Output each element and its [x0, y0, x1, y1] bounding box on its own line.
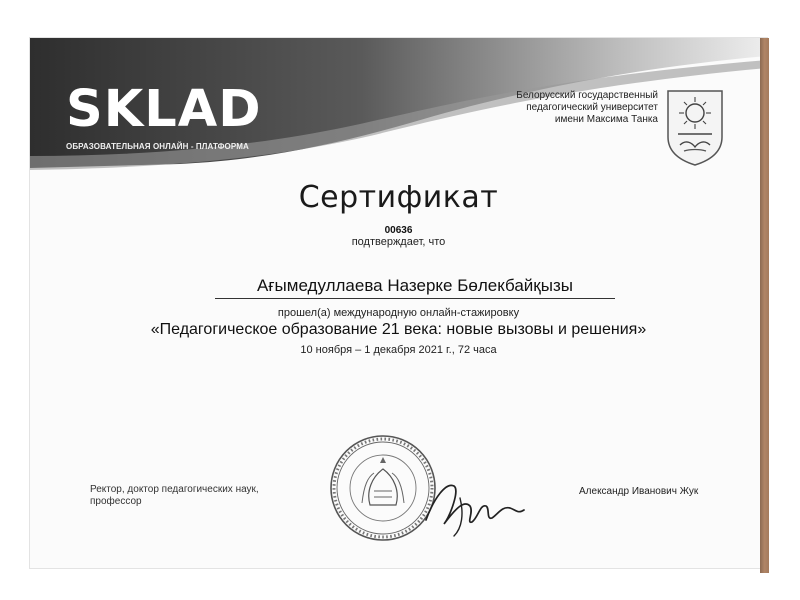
- platform-tagline: ОБРАЗОВАТЕЛЬНАЯ ОНЛАЙН - ПЛАТФОРМА: [66, 142, 249, 151]
- certificate-header: [30, 38, 767, 178]
- sklad-logo: SKLAD: [66, 80, 262, 139]
- university-coat-of-arms-icon: [664, 87, 726, 167]
- signer-name: Александр Иванович Жук: [579, 486, 699, 497]
- rector-title: [90, 484, 259, 508]
- university-line: имени Максима Танка: [554, 114, 658, 125]
- rector-title-line: профессор: [90, 496, 142, 507]
- confirms-text: подтверждает, что: [351, 236, 446, 248]
- program-dates: 10 ноября – 1 декабря 2021 г., 72 часа: [300, 344, 497, 356]
- university-line: педагогический университет: [526, 102, 658, 113]
- university-line: Белорусский государственный: [516, 90, 658, 101]
- certificate-number: 00636: [384, 225, 413, 236]
- paper-edge: [760, 38, 769, 573]
- certificate-paper: [30, 38, 767, 568]
- passed-text: прошел(а) международную онлайн-стажировку: [277, 307, 520, 319]
- university-name: [478, 90, 658, 126]
- rector-title-line: Ректор, доктор педагогических наук,: [90, 484, 259, 495]
- recipient-name: Ағымедуллаева Назерке Бөлекбайқызы: [215, 276, 615, 299]
- handwritten-signature: [420, 468, 530, 538]
- program-title: «Педагогическое образование 21 века: новые вызовы и решения»: [150, 321, 647, 338]
- certificate-title: Сертификат: [298, 180, 499, 215]
